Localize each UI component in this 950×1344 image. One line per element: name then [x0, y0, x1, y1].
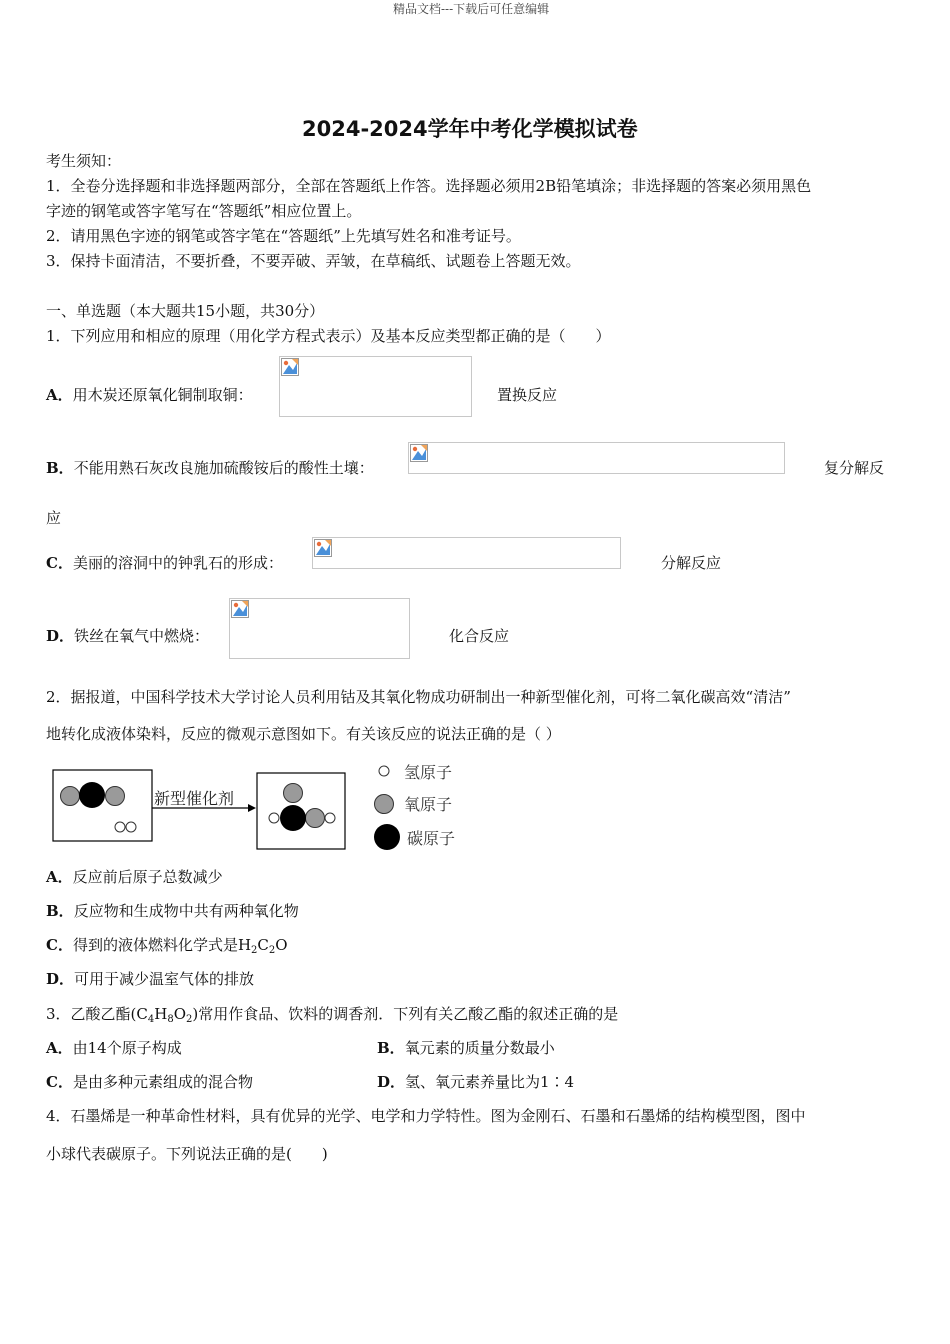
question-4-stem: 小球代表碳原子。下列说法正确的是( )	[46, 1145, 328, 1163]
question-2-stem: 地转化成液体染料，反应的微观示意图如下。有关该反应的说法正确的是（ ）	[46, 725, 561, 743]
subscript: 2	[268, 945, 276, 956]
question-4-stem: 4．石墨烯是一种革命性材料，具有优异的光学、电学和力学特性。图为金刚石、石墨和石墨烯的结构模型图，图中	[46, 1107, 806, 1125]
hydrogen-atom	[115, 822, 125, 832]
option-text: 由14个原子构成	[72, 1039, 182, 1057]
q2-option-c	[46, 934, 288, 956]
legend-hydrogen-swatch	[379, 766, 389, 776]
option-letter: B．	[377, 1039, 405, 1057]
subscript: 2	[186, 1014, 193, 1025]
option-text: 得到的液体燃料化学式是H	[72, 936, 252, 954]
subscript: 4	[147, 1014, 155, 1025]
option-letter: C．	[46, 554, 73, 572]
notice-item: 字迹的钢笔或答字笔写在“答题纸”相应位置上。	[46, 202, 362, 220]
subscript: 8	[167, 1014, 174, 1025]
equation-image-placeholder	[312, 537, 621, 569]
question-1-stem: 1．下列应用和相应的原理（用化学方程式表示）及基本反应类型都正确的是（ ）	[46, 327, 611, 345]
oxygen-atom	[106, 787, 125, 806]
legend-carbon-swatch	[374, 824, 400, 850]
q2-option-a	[46, 866, 223, 888]
broken-image-icon	[314, 539, 332, 557]
q2-option-b	[46, 900, 299, 922]
hydrogen-atom	[269, 813, 279, 823]
q3-option-c	[46, 1071, 253, 1093]
notice-item: 3．保持卡面清洁，不要折叠，不要弄破、弄皱，在草稿纸、试题卷上答题无效。	[46, 252, 581, 270]
notice-heading: 考生须知：	[46, 152, 122, 170]
catalyst-label: 新型催化剂	[154, 789, 235, 808]
legend-hydrogen-label: 氢原子	[404, 763, 453, 782]
stem-text: 3．乙酸乙酯(C	[46, 1005, 148, 1023]
option-text: 可用于减少温室气体的排放	[74, 970, 255, 988]
option-text: 氢、氧元素养量比为1∶4	[405, 1073, 575, 1091]
option-text: 用木炭还原氧化铜制取铜：	[72, 386, 253, 404]
option-text: 反应前后原子总数减少	[72, 868, 223, 886]
option-text: 美丽的溶洞中的钟乳石的形成：	[72, 554, 283, 572]
option-text: 铁丝在氧气中燃烧：	[74, 627, 210, 645]
reaction-micro-diagram	[52, 758, 472, 858]
option-text: 是由多种元素组成的混合物	[72, 1073, 253, 1091]
subscript: 2	[251, 945, 258, 956]
formula-part: O	[173, 1005, 187, 1023]
page-header-watermark: 精品文档---下载后可任意编辑	[393, 2, 550, 16]
reaction-type-continued: 应	[46, 509, 62, 527]
q3-option-d	[377, 1071, 574, 1093]
section-heading: 一、单选题（本大题共15小题，共30分）	[46, 302, 325, 320]
option-letter: D．	[46, 970, 75, 988]
stem-text: )常用作食品、饮料的调香剂．下列有关乙酸乙酯的叙述正确的是	[192, 1005, 619, 1023]
q3-option-b	[377, 1037, 555, 1059]
reaction-type: 化合反应	[449, 627, 510, 645]
hydrogen-atom	[325, 813, 335, 823]
q1-option-d	[46, 625, 209, 647]
question-2-stem: 2．据报道，中国科学技术大学讨论人员利用钴及其氧化物成功研制出一种新型催化剂，可将二氧化碳高效“清洁”	[46, 688, 791, 706]
option-text: 氧元素的质量分数最小	[404, 1039, 555, 1057]
q1-option-b	[46, 457, 374, 479]
broken-image-icon	[231, 600, 249, 618]
formula-part: C	[257, 936, 269, 954]
carbon-atom	[79, 782, 105, 808]
broken-image-icon	[281, 358, 299, 376]
option-letter: A．	[46, 386, 73, 404]
notice-item: 1．全卷分选择题和非选择题两部分，全部在答题纸上作答。选择题必须用2B铅笔填涂；非选择题的答案必须用黑色	[46, 177, 812, 195]
option-letter: A．	[46, 1039, 73, 1057]
option-letter: D．	[46, 627, 75, 645]
option-letter: B．	[46, 459, 74, 477]
hydrogen-atom	[126, 822, 136, 832]
question-3-stem	[46, 1003, 618, 1025]
reaction-type: 分解反应	[661, 554, 722, 572]
broken-image-icon	[410, 444, 428, 462]
option-letter: C．	[46, 1073, 73, 1091]
q2-option-d	[46, 968, 254, 990]
q1-option-c	[46, 552, 283, 574]
legend-oxygen-label: 氧原子	[404, 795, 453, 814]
option-letter: B．	[46, 902, 74, 920]
reaction-type: 复分解反	[824, 459, 885, 477]
option-text: 不能用熟石灰改良施加硫酸铵后的酸性土壤：	[73, 459, 374, 477]
option-letter: D．	[377, 1073, 406, 1091]
oxygen-atom	[284, 784, 303, 803]
formula-part: O	[275, 936, 288, 954]
option-letter: C．	[46, 936, 73, 954]
equation-image-placeholder	[408, 442, 785, 474]
equation-image-placeholder	[279, 356, 472, 417]
equation-image-placeholder	[229, 598, 410, 659]
oxygen-atom	[61, 787, 80, 806]
page-title: 2024-2024学年中考化学模拟试卷	[302, 117, 638, 141]
legend-oxygen-swatch	[375, 795, 394, 814]
formula-part: H	[154, 1005, 168, 1023]
arrow-head	[248, 804, 256, 812]
q3-option-a	[46, 1037, 182, 1059]
option-letter: A．	[46, 868, 73, 886]
reaction-type: 置换反应	[497, 386, 558, 404]
carbon-atom	[280, 805, 306, 831]
option-text: 反应物和生成物中共有两种氧化物	[73, 902, 299, 920]
oxygen-atom	[306, 809, 325, 828]
notice-item: 2．请用黑色字迹的钢笔或答字笔在“答题纸”上先填写姓名和准考证号。	[46, 227, 521, 245]
legend-carbon-label: 碳原子	[407, 829, 456, 848]
q1-option-a	[46, 384, 253, 406]
